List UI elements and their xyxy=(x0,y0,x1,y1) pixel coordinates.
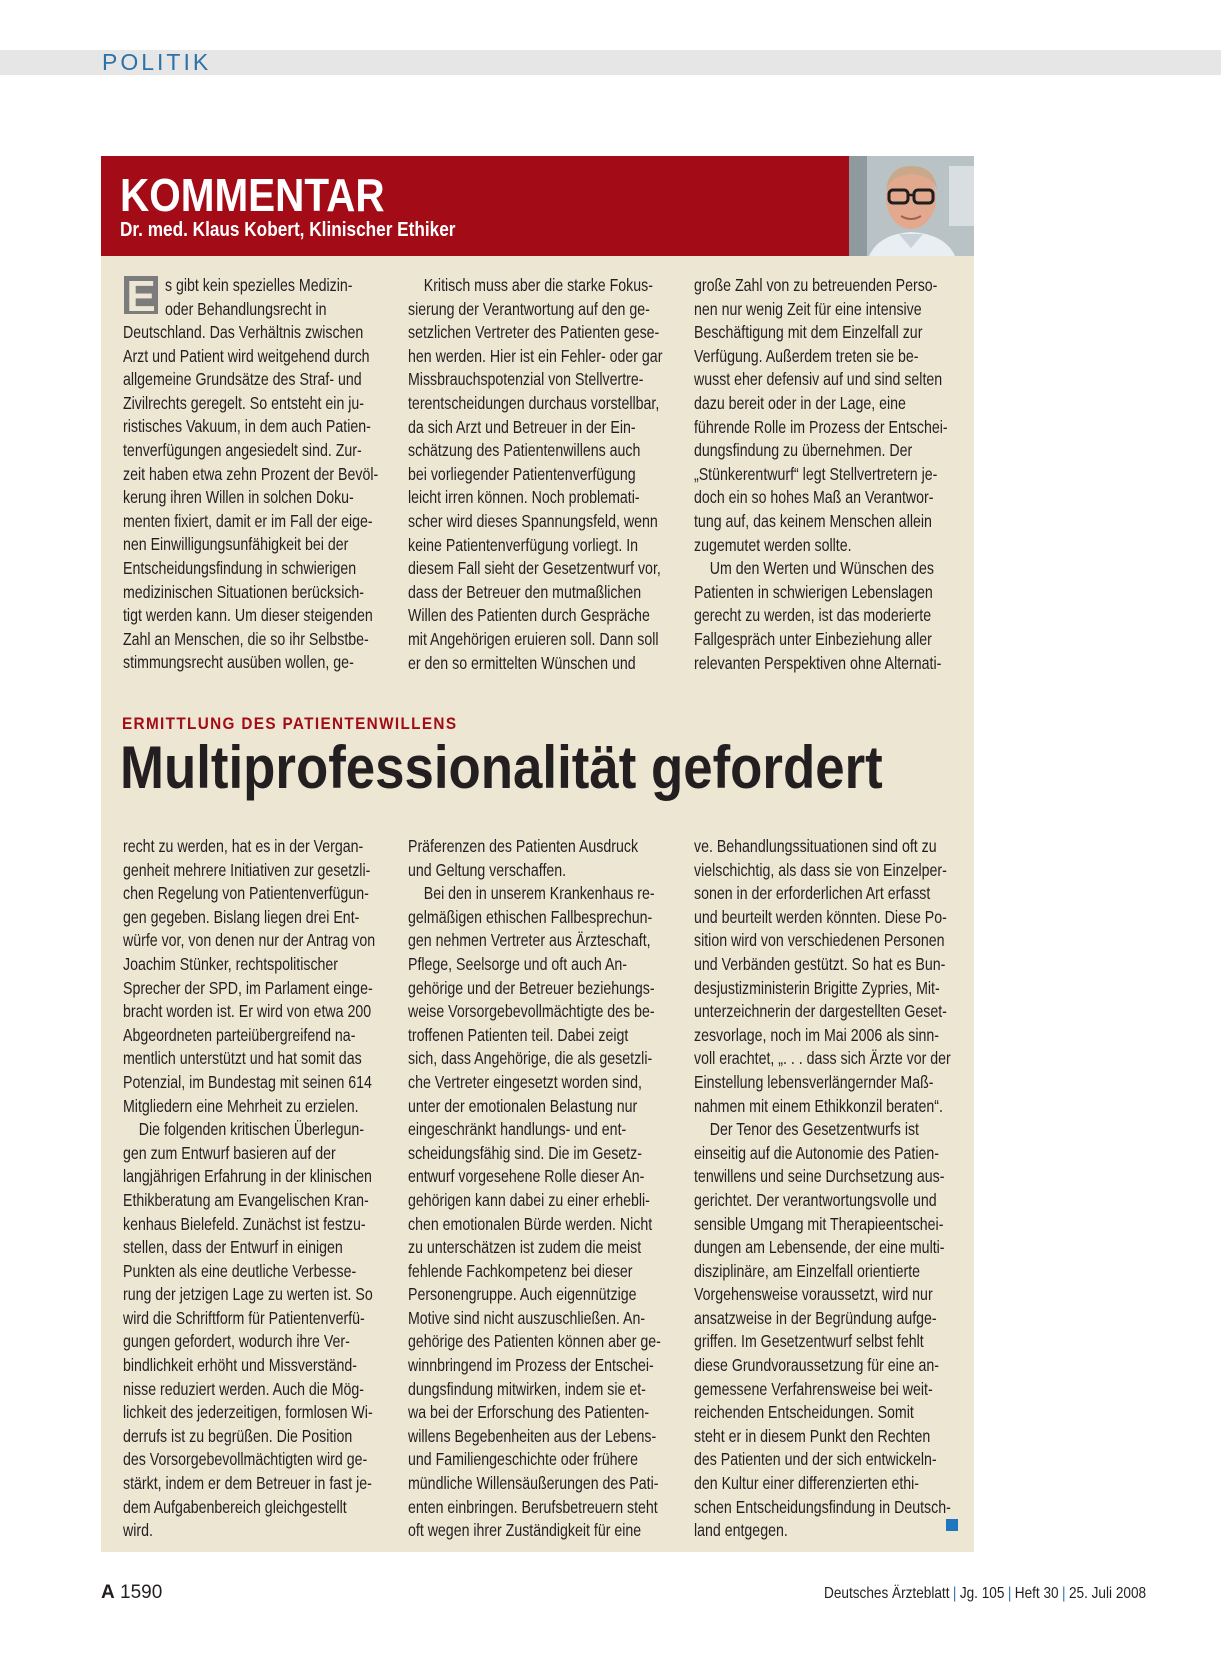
article-kicker: ERMITTLUNG DES PATIENTENWILLENS xyxy=(122,714,458,733)
text-line: er den so ermittelten Wünschen und xyxy=(408,652,636,673)
text-line: oft wegen ihrer Zuständigkeit für eine xyxy=(408,1520,642,1541)
text-line: lichkeit des jederzeitigen, formlosen Wi- xyxy=(123,1402,373,1423)
text-line: des Patienten und der sich entwickeln- xyxy=(694,1449,937,1470)
text-line: kerung ihren Willen in solchen Doku- xyxy=(123,487,354,508)
text-line: Patienten in schwierigen Lebenslagen xyxy=(694,581,933,602)
upper-column-1b xyxy=(123,321,385,675)
text-line: tigt werden kann. Um dieser steigenden xyxy=(123,605,373,626)
text-line: gen gegeben. Bislang liegen drei Ent- xyxy=(123,906,360,927)
text-line: fehlende Fachkompetenz bei dieser xyxy=(408,1260,633,1281)
text-line: leicht irren können. Noch problemati- xyxy=(408,487,640,508)
text-line: Einstellung lebensverlängernder Maß- xyxy=(694,1071,934,1092)
text-line: zeit haben etwa zehn Prozent der Bevöl- xyxy=(123,463,379,484)
text-line: Missbrauchspotenzial von Stellvertre- xyxy=(408,369,644,390)
text-line: ve. Behandlungssituationen sind oft zu xyxy=(694,836,937,856)
text-line: keine Patientenverfügung vorliegt. In xyxy=(408,534,639,555)
text-line: recht zu werden, hat es in der Vergan- xyxy=(123,836,364,856)
upper-column-2 xyxy=(408,274,670,675)
text-line: unter der emotionalen Belastung nur xyxy=(408,1095,638,1116)
text-line: griffen. Im Gesetzentwurf selbst fehlt xyxy=(694,1331,924,1352)
text-line: genheit mehrere Initiativen zur gesetzli- xyxy=(123,859,371,880)
text-line: tenwillens und seine Durchsetzung aus- xyxy=(694,1166,945,1187)
text-line: setzlichen Vertreter des Patienten gese- xyxy=(408,322,660,343)
text-line: tenverfügungen angesiedelt sind. Zur- xyxy=(123,439,362,460)
text-line: reichenden Entscheidungen. Somit xyxy=(694,1402,914,1423)
page-number: A 1590 xyxy=(101,1582,163,1603)
text-line: Entscheidungsfindung in schwierigen xyxy=(123,557,357,578)
text-line: kenhaus Bielefeld. Zunächst ist festzu- xyxy=(123,1213,366,1234)
text-line: troffenen Patienten teil. Dabei zeigt xyxy=(408,1024,629,1045)
text-line: dazu bereit oder in der Lage, eine xyxy=(694,392,906,413)
drop-cap: E xyxy=(124,276,158,314)
text-line: da sich Arzt und Betreuer in der Ein- xyxy=(408,416,636,437)
text-line: schätzung des Patientenwillens auch xyxy=(408,440,641,461)
author-portrait-image xyxy=(849,156,974,256)
text-line: schen Entscheidungsfindung in Deutsch- xyxy=(694,1496,951,1517)
author-photo xyxy=(849,156,974,256)
text-line: chen emotionalen Bürde werden. Nicht xyxy=(408,1213,653,1234)
text-line: Potenzial, im Bundestag mit seinen 614 xyxy=(123,1071,372,1092)
text-line: dungsfindung zu übernehmen. Der xyxy=(694,440,913,461)
text-line: des Vorsorgebevollmächtigten wird ge- xyxy=(123,1449,368,1470)
text-line: voll erachtet, „. . . dass sich Ärzte vor der xyxy=(694,1048,951,1069)
text-line: und beurteilt werden könnten. Diese Po- xyxy=(694,906,947,927)
text-line: tung auf, das keinem Menschen allein xyxy=(694,510,932,531)
text-line: stimmungsrecht ausüben wollen, ge- xyxy=(123,652,354,673)
text-line: mentlich unterstützt und hat somit das xyxy=(123,1048,362,1069)
author-line: Dr. med. Klaus Kobert, Klinischer Ethiker xyxy=(120,219,456,241)
text-line: und Verbänden gestützt. So hat es Bun- xyxy=(694,953,946,974)
text-line: bei vorliegender Patientenverfügung xyxy=(408,463,636,484)
text-line: dass der Betreuer den mutmaßlichen xyxy=(408,581,642,602)
text-line: Vorgehensweise voraussetzt, wird nur xyxy=(694,1284,933,1305)
text-line: sierung der Verantwortung auf den ge- xyxy=(408,298,650,319)
text-line: führende Rolle im Prozess der Entschei- xyxy=(694,416,948,437)
text-line: menten fixiert, damit er im Fall der eige- xyxy=(123,510,373,531)
text-line: bindlichkeit erhöht und Missverständ- xyxy=(123,1355,357,1376)
text-line: einseitig auf die Autonomie des Patien- xyxy=(694,1142,940,1163)
text-line: gen zum Entwurf basieren auf der xyxy=(123,1142,336,1163)
text-line: scheidungsfähig sind. Die im Gesetz- xyxy=(408,1142,642,1163)
text-line: gelmäßigen ethischen Fallbesprechun- xyxy=(408,906,653,927)
text-line: gehörige und der Betreuer beziehungs- xyxy=(408,977,655,998)
text-line: gemessene Verfahrensweise bei weit- xyxy=(694,1378,933,1399)
text-line: Pflege, Seelsorge und oft auch An- xyxy=(408,953,628,974)
end-of-article-mark xyxy=(946,1519,958,1531)
text-line: stellen, dass der Entwurf in einigen xyxy=(123,1237,343,1258)
text-line: „Stünkerentwurf“ legt Stellvertretern je- xyxy=(694,463,938,484)
text-line: steht er in diesem Punkt den Rechten xyxy=(694,1425,931,1446)
text-line: medizinischen Situationen berücksich- xyxy=(123,581,365,602)
journal-date: 25. Juli 2008 xyxy=(1068,1585,1147,1602)
text-line: bracht worden ist. Er wird von etwa 200 xyxy=(123,1001,372,1022)
text-line: mündliche Willensäußerungen des Pati- xyxy=(408,1473,659,1494)
text-line: gungen gefordert, wodurch ihre Ver- xyxy=(123,1331,350,1352)
text-line: nen Einwilligungsunfähigkeit bei der xyxy=(123,534,349,555)
text-line: rung der jetzigen Lage zu werten ist. So xyxy=(123,1284,373,1305)
text-line: Präferenzen des Patienten Ausdruck xyxy=(408,836,639,856)
journal-issue: Heft 30 xyxy=(1014,1585,1059,1602)
text-line: desjustizministerin Brigitte Zypries, Mit- xyxy=(694,977,940,998)
text-line: diese Grundvoraussetzung für eine an- xyxy=(694,1355,939,1376)
text-line: dem Aufgabenbereich gleichgestellt xyxy=(123,1496,347,1517)
text-line: weise Vorsorgebevollmächtigte des be- xyxy=(408,1001,655,1022)
text-line: Zivilrechts geregelt. So entsteht ein ju- xyxy=(123,392,365,413)
text-line: Kritisch muss aber die starke Fokus- xyxy=(408,275,653,295)
text-line: land entgegen. xyxy=(694,1520,788,1541)
lower-column-1 xyxy=(123,835,385,1543)
text-line: Arzt und Patient wird weitgehend durch xyxy=(123,345,370,366)
text-line: derrufs ist zu begrüßen. Die Position xyxy=(123,1425,353,1446)
commentary-title: KOMMENTAR xyxy=(120,169,385,221)
text-line: sich, dass Angehörige, die als gesetzli- xyxy=(408,1048,653,1069)
text-line: zesvorlage, noch im Mai 2006 als sinn- xyxy=(694,1024,939,1045)
text-line: winnbringend im Prozess der Entschei- xyxy=(408,1355,654,1376)
text-line: Die folgenden kritischen Überlegun- xyxy=(123,1119,365,1140)
text-line: Deutschland. Das Verhältnis zwischen xyxy=(123,322,364,342)
text-line: und Familiengeschichte oder frühere xyxy=(408,1449,639,1470)
text-line: sensible Umgang mit Therapieentschei- xyxy=(694,1213,944,1234)
journal-volume: Jg. 105 xyxy=(959,1585,1005,1602)
text-line: gerecht zu werden, ist das moderierte xyxy=(694,605,932,626)
text-line: Verfügung. Außerdem treten sie be- xyxy=(694,345,919,366)
text-line: dungsfindung mitwirken, indem sie et- xyxy=(408,1378,646,1399)
text-line: scher wird dieses Spannungsfeld, wenn xyxy=(408,510,658,531)
lower-column-2 xyxy=(408,835,670,1543)
text-line: Abgeordneten parteiübergreifend na- xyxy=(123,1024,356,1045)
text-line: Joachim Stünker, rechtspolitischer xyxy=(123,953,339,974)
text-line: nahmen mit einem Ethikkonzil beraten“. xyxy=(694,1095,943,1116)
text-line: zugemutet werden sollte. xyxy=(694,534,852,555)
text-line: langjährigen Erfahrung in der klinischen xyxy=(123,1166,372,1187)
text-line: nen nur wenig Zeit für eine intensive xyxy=(694,298,922,319)
text-line: Um den Werten und Wünschen des xyxy=(694,558,934,579)
text-line: unterzeichnerin der dargestellten Geset- xyxy=(694,1001,947,1022)
text-line: Motive sind nicht auszuschließen. An- xyxy=(408,1307,646,1328)
text-line: willens Begebenheiten aus der Lebens- xyxy=(408,1425,657,1446)
lower-column-3 xyxy=(694,835,956,1543)
text-line: Fallgespräch unter Einbeziehung aller xyxy=(694,628,932,649)
text-line: Punkten als eine deutliche Verbesse- xyxy=(123,1260,357,1281)
commentary-header xyxy=(101,156,849,256)
text-line: zu unterschätzen ist zudem die meist xyxy=(408,1237,642,1258)
text-line: diesem Fall sieht der Gesetzentwurf vor, xyxy=(408,558,661,579)
text-line: gehörigen kann dabei zu einer erhebli- xyxy=(408,1189,650,1210)
text-line: enten einbringen. Berufsbetreuern steht xyxy=(408,1496,658,1517)
text-line: sition wird von verschiedenen Personen xyxy=(694,930,945,951)
text-line: gerichtet. Der verantwortungsvolle und xyxy=(694,1189,937,1210)
text-line: mit Angehörigen eruieren soll. Dann soll xyxy=(408,628,659,649)
text-line: hen werden. Hier ist ein Fehler- oder gar xyxy=(408,345,663,366)
text-line: Mitgliedern eine Mehrheit zu erzielen. xyxy=(123,1095,359,1116)
text-line: ristisches Vakuum, in dem auch Patien- xyxy=(123,416,371,437)
journal-name: Deutsches Ärzteblatt xyxy=(824,1585,950,1602)
text-line: entwurf vorgesehene Rolle dieser An- xyxy=(408,1166,645,1187)
text-line: Bei den in unserem Krankenhaus re- xyxy=(408,883,655,904)
text-line: terentscheidungen durchaus vorstellbar, xyxy=(408,392,660,413)
text-line: vielschichtig, als dass sie von Einzelper- xyxy=(694,859,947,880)
text-line: Sprecher der SPD, im Parlament einge- xyxy=(123,977,373,998)
upper-column-3 xyxy=(694,274,956,675)
text-line: sonen in der erforderlichen Art erfasst xyxy=(694,883,931,904)
text-line: ansatzweise in der Begründung aufge- xyxy=(694,1307,937,1328)
text-line: und Geltung verschaffen. xyxy=(408,859,567,880)
text-line: Willen des Patienten durch Gespräche xyxy=(408,605,650,626)
text-line: oder Behandlungsrecht in xyxy=(165,298,327,319)
text-line: wird. xyxy=(123,1520,153,1541)
text-line: che Vertreter eingesetzt worden sind, xyxy=(408,1071,642,1092)
text-line: Personengruppe. Auch eigennützige xyxy=(408,1284,637,1305)
text-line: große Zahl von zu betreuenden Perso- xyxy=(694,275,938,295)
text-line: dungen am Lebensende, der eine multi- xyxy=(694,1237,945,1258)
text-line: gen nehmen Vertreter aus Ärzteschaft, xyxy=(408,930,651,951)
text-line: würfe vor, von denen nur der Antrag von xyxy=(123,930,376,951)
article-headline: Multiprofessionalität gefordert xyxy=(120,734,883,801)
text-line: allgemeine Grundsätze des Straf- und xyxy=(123,369,362,390)
upper-column-1 xyxy=(165,274,390,321)
text-line: Ethikberatung am Evangelischen Kran- xyxy=(123,1189,369,1210)
text-line: s gibt kein spezielles Medizin- xyxy=(165,275,353,295)
text-line: wusst eher defensiv auf und sind selten xyxy=(694,369,943,390)
text-line: relevanten Perspektiven ohne Alternati- xyxy=(694,652,942,673)
text-line: stärkt, indem er dem Betreuer in fast je- xyxy=(123,1473,372,1494)
section-label: POLITIK xyxy=(102,49,212,75)
text-line: gehörige des Patienten können aber ge- xyxy=(408,1331,661,1352)
text-line: den Kultur einer differenzierten ethi- xyxy=(694,1473,920,1494)
journal-info: Deutsches Ärzteblatt | Jg. 105 | Heft 30 | 25. Juli 2008 xyxy=(824,1585,1147,1602)
text-line: Der Tenor des Gesetzentwurfs ist xyxy=(694,1119,919,1140)
text-line: wird die Schriftform für Patientenverfü- xyxy=(123,1307,365,1328)
text-line: disziplinäre, am Einzelfall orientierte xyxy=(694,1260,921,1281)
text-line: wa bei der Erforschung des Patienten- xyxy=(408,1402,650,1423)
text-line: nisse reduziert werden. Auch die Mög- xyxy=(123,1378,365,1399)
text-line: Beschäftigung mit dem Einzelfall zur xyxy=(694,322,923,343)
text-line: doch ein so hohes Maß an Verantwor- xyxy=(694,487,934,508)
text-line: chen Regelung von Patientenverfügun- xyxy=(123,883,369,904)
text-line: Zahl an Menschen, die so ihr Selbstbe- xyxy=(123,628,369,649)
text-line: eingeschränkt handlungs- und ent- xyxy=(408,1119,627,1140)
